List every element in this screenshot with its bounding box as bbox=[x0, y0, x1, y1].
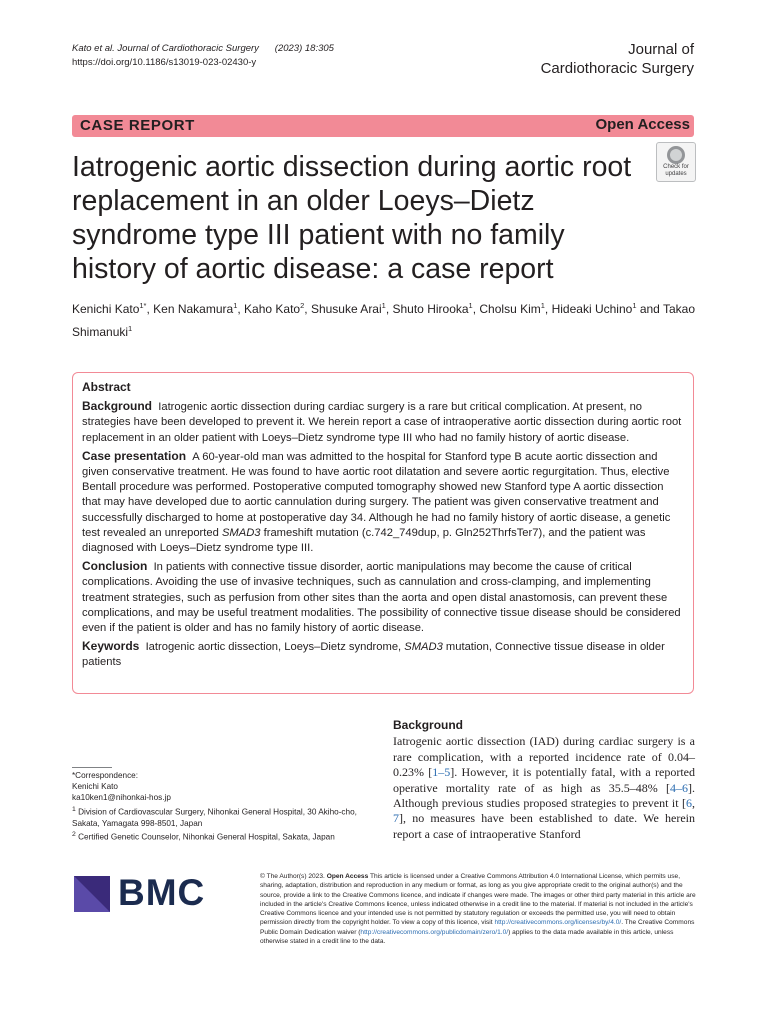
abstract-conclusion-label: Conclusion bbox=[82, 559, 148, 574]
citation-year: (2023) 18:305 bbox=[274, 43, 334, 54]
citation-link[interactable]: 1–5 bbox=[432, 765, 451, 780]
license-text-3: ) applies to the data made available in this article, unless otherwise stated in a credit line to the data. bbox=[260, 928, 674, 946]
abstract-keywords-text: Iatrogenic aortic dissection, Loeys–Dietz syndrome, bbox=[145, 641, 402, 654]
author-affiliation-sup: 1 bbox=[128, 324, 133, 333]
article-title: Iatrogenic aortic dissection during aortic root replacement in an older Loeys–Dietz syndrome type III patient with no family history of aortic disease: a case report bbox=[72, 151, 632, 285]
check-for-updates-icon bbox=[667, 146, 685, 164]
author-affiliation-sup: 1* bbox=[139, 301, 147, 310]
citation-authors: Kato et al. Journal of Cardiothoracic Surgery bbox=[72, 43, 259, 54]
abstract-keywords-text-2: mutation, Connective tissue disease in older patients bbox=[82, 641, 665, 669]
affiliation-1 bbox=[72, 804, 362, 829]
abstract-background-label: Background bbox=[82, 399, 153, 414]
author-name[interactable]: Kaho Kato bbox=[244, 302, 301, 316]
article-type-banner bbox=[72, 115, 694, 137]
author-list: Kenichi Kato$^{1*}$, Ken Nakamura$^1$, Kaho Kato$^2$, Shusuke Arai$^1$, Shuto Hirooka$^1$, Cholsu Kim$^1$, Hideaki Uchino$^1$ and Takao Shimanuki$^1$ bbox=[72, 301, 696, 339]
author-name[interactable]: Shuto Hirooka bbox=[392, 302, 469, 316]
affiliation-1-sup: 1 bbox=[72, 805, 76, 813]
abstract-conclusion bbox=[82, 559, 683, 636]
check-for-updates-badge[interactable] bbox=[656, 142, 696, 182]
correspondence-name: Kenichi Kato bbox=[72, 782, 118, 792]
correspondence-label: *Correspondence: bbox=[72, 771, 138, 780]
body-text: ], no measures have been established to date. We herein report a case of intraoperative Stanford bbox=[393, 811, 695, 841]
section-heading-background: Background bbox=[393, 718, 464, 732]
body-text: , bbox=[692, 796, 695, 811]
abstract-case-label: Case presentation bbox=[82, 448, 187, 463]
author-name[interactable]: Takao Shimanuki bbox=[72, 302, 696, 339]
license-notice bbox=[260, 872, 698, 946]
open-access-label: Open Access bbox=[595, 116, 690, 133]
author-affiliation-sup: 1 bbox=[233, 301, 238, 310]
body-text: Iatrogenic aortic dissection (IAD) during cardiac surgery is a rare complication, with a reported incidence rate of 0.04–0.23% [ bbox=[393, 734, 695, 780]
bmc-logo-text: BMC bbox=[118, 872, 206, 913]
abstract-heading: Abstract bbox=[82, 380, 131, 394]
author-name[interactable]: Ken Nakamura bbox=[153, 302, 234, 316]
citation-link[interactable]: 6 bbox=[686, 796, 692, 811]
author-name[interactable]: Kenichi Kato bbox=[72, 302, 140, 316]
author-affiliation-sup: 2 bbox=[300, 301, 305, 310]
authors-and: and bbox=[639, 302, 660, 316]
license-open-access: Open Access bbox=[326, 873, 369, 880]
footnote-divider bbox=[72, 767, 112, 768]
citation-line bbox=[72, 42, 334, 56]
abstract-keywords bbox=[82, 639, 683, 670]
body-text: ]. Although previous studies proposed strategies to prevent it [ bbox=[393, 780, 695, 811]
license-copyright: © The Author(s) 2023. bbox=[260, 873, 325, 880]
abstract-keywords-label: Keywords bbox=[82, 639, 140, 654]
bmc-logo-mark-icon bbox=[74, 876, 110, 912]
affiliation-2 bbox=[72, 829, 362, 843]
public-domain-link[interactable]: http://creativecommons.org/publicdomain/zero/1.0/ bbox=[360, 928, 509, 936]
body-column bbox=[393, 718, 695, 842]
running-header bbox=[72, 42, 334, 70]
abstract-case-text: A 60-year-old man was admitted to the hospital for Stanford type B acute aortic dissection and given conservative treatment. He was found to have aortic root dilatation and severe aortic regurgitation. Thus, elective Bentall procedure was performed. Postoperative computed tomography showed new Stanford type A aortic dissection that may have developed due to aortic cannulation during surgery. The patient was given conservative treatment and successfully discharged to home at postoperative day 34. Although he had no family history of aortic disease, a genetic test revealed an unreported bbox=[82, 450, 671, 539]
author-name[interactable]: Hideaki Uchino bbox=[551, 302, 633, 316]
doi-link[interactable]: https://doi.org/10.1186/s13019-023-02430-y bbox=[72, 57, 257, 68]
abstract-box bbox=[72, 372, 694, 694]
abstract-keywords-gene: SMAD3 bbox=[404, 641, 443, 654]
author-affiliation-sup: 1 bbox=[468, 301, 473, 310]
journal-name bbox=[541, 40, 694, 78]
license-text-2: . The Creative Commons Public Domain Dedication waiver ( bbox=[260, 919, 695, 936]
abstract-case bbox=[82, 449, 683, 556]
badge-label-line2: updates bbox=[665, 170, 687, 177]
abstract-case-gene: SMAD3 bbox=[221, 526, 261, 539]
bmc-logo bbox=[74, 872, 214, 916]
journal-name-line1: Journal of bbox=[628, 41, 694, 58]
author-affiliation-sup: 1 bbox=[540, 301, 545, 310]
badge-label-line1: Check for bbox=[663, 164, 689, 170]
license-text: This article is licensed under a Creative Commons Attribution 4.0 International License, which permits use, sharing, adaptation, distribution and reproduction in any medium or format, as long as you give appropriate credit to the original author(s) and the source, provide a link to the Creative Commons licence, and indicate if changes were made. The images or other third party material in this article are included in the article's Creative Commons licence, unless indicated otherwise in a credit line to the material. If material is not included in the article's Creative Commons licence and your intended use is not permitted by statutory regulation or exceeds the permitted use, you will need to obtain permission directly from the copyright holder. To view a copy of this licence, visit bbox=[260, 873, 696, 927]
abstract-background bbox=[82, 399, 683, 446]
abstract-conclusion-text: In patients with connective tissue disorder, aortic manipulations may become the cause of critical complications. Avoiding the use of invasive techniques, such as cannulation and cross-clamping, and implementing treatment strategies, such as perfusion from other sites than the aorta and open distal anastomosis, can prevent these complications, and may be useful treatment modalities. The possibility of connective tissue disease should be considered even if the patient is older and has no family history of aortic disease. bbox=[82, 561, 681, 635]
journal-name-line2: Cardiothoracic Surgery bbox=[540, 60, 694, 77]
author-affiliation-sup: 1 bbox=[632, 301, 637, 310]
citation-link[interactable]: 4–6 bbox=[670, 780, 688, 795]
author-name[interactable]: Shusuke Arai bbox=[310, 302, 382, 316]
affiliation-1-text: Division of Cardiovascular Surgery, Nihonkai General Hospital, 30 Akiho-cho, Sakata, Yamagata 998-8501, Japan bbox=[72, 807, 357, 828]
body-text: ]. However, it is potentially fatal, with a reported operative mortality rate of as high as 35.5–48% [ bbox=[393, 765, 695, 795]
affiliation-2-text: Certified Genetic Counselor, Nihonkai General Hospital, Sakata, Japan bbox=[78, 832, 335, 842]
article-type-label: CASE REPORT bbox=[80, 117, 195, 134]
abstract-background-text: Iatrogenic aortic dissection during cardiac surgery is a rare but critical complication. At present, no strategies have been developed to prevent it. We herein report a case of intraoperative aortic dissection during aortic root replacement in an older patient with Loeys–Dietz syndrome type III who had no family history of aortic disease. bbox=[82, 401, 682, 444]
license-link[interactable]: http://creativecommons.org/licenses/by/4.0/ bbox=[494, 919, 622, 927]
author-name[interactable]: Cholsu Kim bbox=[479, 302, 541, 316]
correspondence-block bbox=[72, 770, 362, 843]
affiliation-2-sup: 2 bbox=[72, 830, 76, 838]
abstract-case-text-2: frameshift mutation (c.742_749dup, p. Gln252ThrfsTer7), and the patient was diagnosed with Loeys–Dietz syndrome type III. bbox=[82, 526, 646, 555]
citation-link[interactable]: 7 bbox=[393, 811, 399, 826]
author-affiliation-sup: 1 bbox=[381, 301, 386, 310]
correspondence-email[interactable]: ka10ken1@nihonkai-hos.jp bbox=[72, 793, 171, 803]
